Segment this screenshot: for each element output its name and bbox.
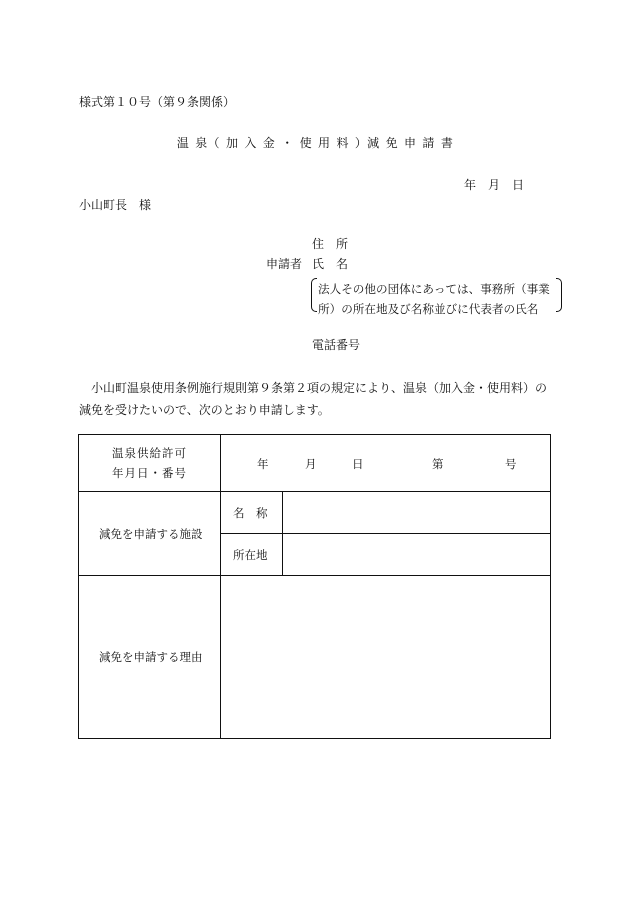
facility-location-label: 所在地	[221, 534, 283, 576]
permit-day-label: 日	[352, 457, 364, 471]
permit-value-cell[interactable]	[221, 435, 551, 492]
permit-row	[79, 435, 551, 492]
date-label: 年 月 日	[464, 178, 525, 192]
addressee: 小山町長 様	[79, 198, 152, 212]
facility-label-cell: 減免を申請する施設	[79, 492, 221, 576]
phone-label: 電話番号	[312, 338, 361, 352]
corporate-note	[318, 279, 550, 319]
permit-year-label: 年	[257, 457, 269, 471]
form-number: 様式第１０号（第９条関係）	[79, 95, 236, 109]
body-paragraph: 小山町温泉使用条例施行規則第９条第２項の規定により、温泉（加入金・使用料）の減免を受けたいので、次のとおり申請します。	[79, 381, 548, 417]
permit-month-label: 月	[305, 457, 317, 471]
applicant-label: 申請者	[266, 257, 303, 271]
reason-label-cell: 減免を申請する理由	[79, 576, 221, 739]
facility-name-field[interactable]	[283, 492, 551, 534]
name-label: 氏 名	[312, 257, 349, 271]
permit-label-cell	[79, 435, 221, 492]
facility-location-field[interactable]	[283, 534, 551, 576]
permit-dai-label: 第	[432, 457, 444, 471]
permit-go-label: 号	[505, 457, 517, 471]
note-bracket-left	[311, 278, 317, 312]
corporate-note-line1: 法人その他の団体にあっては、事務所（事業	[318, 282, 550, 296]
reason-row	[79, 576, 551, 739]
address-label: 住 所	[312, 237, 349, 251]
corporate-note-line2: 所）の所在地及び名称並びに代表者の氏名	[318, 302, 539, 316]
permit-label-line1: 温泉供給許可	[112, 446, 187, 460]
application-table	[78, 434, 551, 739]
facility-name-row	[79, 492, 551, 534]
note-bracket-right	[556, 278, 562, 312]
document-title: 温 泉（ 加 入 金 ・ 使 用 料 ）減 免 申 請 書	[176, 136, 454, 150]
permit-label-line2: 年月日・番号	[112, 466, 187, 480]
facility-name-label: 名 称	[221, 492, 283, 534]
reason-field[interactable]	[221, 576, 551, 739]
